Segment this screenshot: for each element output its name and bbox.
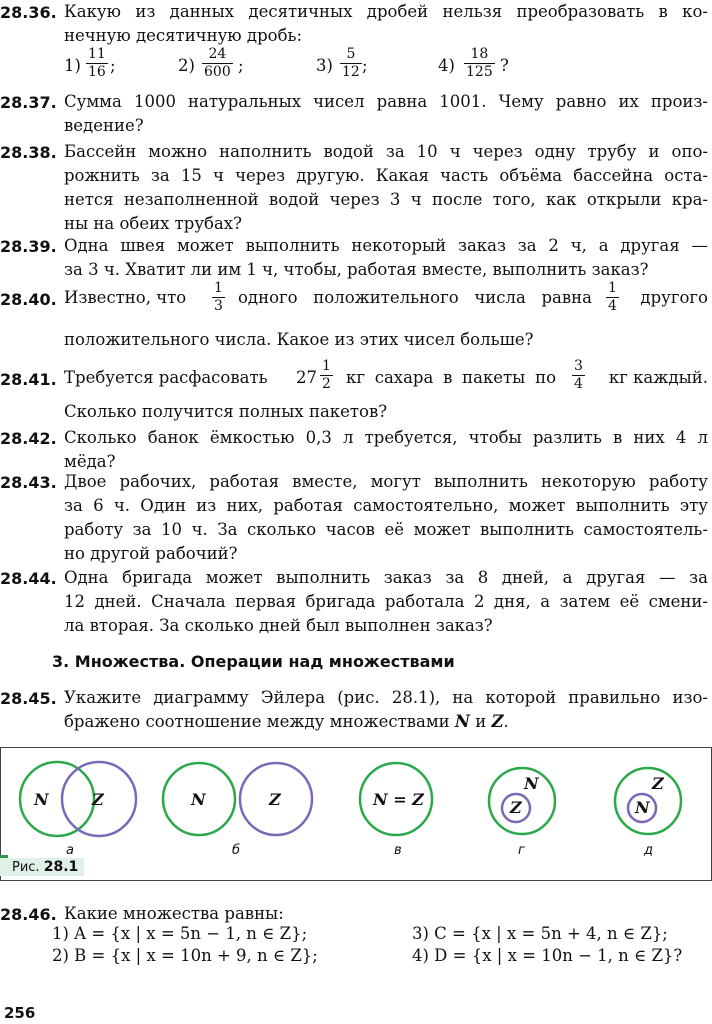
- problem-number: 28.44.: [0, 569, 57, 588]
- set-option: 3) C = {x | x = 5n + 4, n ∈ Z};: [412, 924, 668, 943]
- fraction: $\frac{5}{12}$: [342, 46, 360, 80]
- label-Z: Z: [92, 790, 104, 809]
- problem-text: мёда?: [64, 452, 116, 471]
- set-option: 4) D = {x | x = 10n − 1, n ∈ Z}?: [412, 946, 683, 965]
- label-Z: Z: [510, 798, 522, 817]
- problem-number: 28.36.: [0, 3, 57, 22]
- fraction: $\frac{1}{3}$: [214, 280, 223, 314]
- option-label: 2): [178, 56, 195, 75]
- problem-number: 28.39.: [0, 237, 57, 256]
- option-label: 4): [438, 56, 455, 75]
- circle-N: [20, 762, 94, 836]
- problem-text: ны на обеих трубах?: [64, 214, 242, 233]
- fraction: $\frac{1}{2}$: [322, 358, 331, 392]
- fraction: $\frac{18}{125}$: [466, 46, 493, 80]
- label-Z: Z: [652, 774, 664, 793]
- fraction: $\frac{24}{600}$: [204, 46, 231, 80]
- problem-number: 28.46.: [0, 905, 57, 924]
- problem-text: ла вторая. За сколько дней был выполнен заказ?: [64, 616, 493, 635]
- fraction: $\frac{11}{16}$: [88, 46, 106, 80]
- problem-text: Какие множества равны:: [64, 904, 284, 923]
- problem-text: ведение?: [64, 116, 144, 135]
- problem-text: за 6 ч. Один из них, работая самостоятельно, может выполнить эту: [64, 496, 708, 515]
- problem-text: но другой рабочий?: [64, 544, 238, 563]
- section-title: 3. Множества. Операции над множествами: [52, 652, 455, 671]
- page-number: 256: [4, 1004, 36, 1022]
- problem-text: Сумма 1000 натуральных чисел равна 1001. Чему равно их произ-: [64, 92, 708, 111]
- fraction: $\frac{3}{4}$: [574, 358, 583, 392]
- problem-number: 28.41.: [0, 370, 57, 389]
- problem-text: Двое рабочих, работая вместе, могут выполнить некоторую работу: [64, 472, 708, 491]
- problem-text: бражено соотношение между множествами N и Z.: [64, 712, 509, 731]
- problem-text: Сколько банок ёмкостью 0,3 л требуется, чтобы разлить в них 4 л: [64, 428, 708, 447]
- fraction: $\frac{1}{4}$: [608, 280, 617, 314]
- caption-b: б: [232, 843, 241, 858]
- problem-number: 28.45.: [0, 689, 57, 708]
- caption-g: г: [518, 843, 525, 858]
- label-N-equals-Z: N = Z: [373, 790, 424, 809]
- problem-text: Требуется расфасовать 27 $\frac{1}{2}$ кг сахара в пакеты по $\frac{3}{4}$ кг каждый.: [64, 358, 708, 392]
- problem-number: 28.37.: [0, 93, 57, 112]
- problem-text: Сколько получится полных пакетов?: [64, 402, 388, 421]
- problem-text: Одна бригада может выполнить заказ за 8 дней, а другая — за: [64, 568, 708, 587]
- problem-text: работу за 10 ч. За сколько часов её может выполнить самостоятель-: [64, 520, 708, 539]
- label-N: N: [524, 774, 539, 793]
- option-label: 1): [64, 56, 81, 75]
- problem-text: за 3 ч. Хватит ли им 1 ч, чтобы, работая вместе, выполнить заказ?: [64, 260, 649, 279]
- circle-N: [489, 768, 555, 834]
- problem-text: Одна швея может выполнить некоторый заказ за 2 ч, а другая —: [64, 236, 708, 255]
- problem-text: нется незаполненной водой через 3 ч после того, как открыли кра-: [64, 190, 708, 209]
- label-N: N: [191, 790, 206, 809]
- set-Z: Z: [491, 712, 504, 731]
- caption-v: в: [394, 843, 402, 858]
- problem-number: 28.42.: [0, 429, 57, 448]
- problem-text: положительного числа. Какое из этих чисел больше?: [64, 330, 534, 349]
- problem-text: Известно, что $\frac{1}{3}$ одного положительного числа равна $\frac{1}{4}$ другого: [64, 280, 708, 314]
- problem-text: нечную десятичную дробь:: [64, 26, 303, 45]
- problem-text: рожнить за 15 ч через другую. Какая часть объёма бассейна оста-: [64, 166, 708, 185]
- problem-text: Какую из данных десятичных дробей нельзя преобразовать в ко-: [64, 2, 708, 21]
- figure-label: Рис. 28.1: [0, 858, 84, 876]
- label-N: N: [635, 798, 650, 817]
- problem-text: 12 дней. Сначала первая бригада работала 2 дня, а затем её смени-: [64, 592, 708, 611]
- caption-d: д: [644, 843, 653, 858]
- euler-diagram-figure: [0, 747, 712, 881]
- problem-number: 28.43.: [0, 473, 57, 492]
- label-N: N: [34, 790, 49, 809]
- problem-number: 28.38.: [0, 143, 57, 162]
- option-label: 3): [316, 56, 333, 75]
- problem-text: Укажите диаграмму Эйлера (рис. 28.1), на которой правильно изо-: [64, 688, 708, 707]
- set-option: 2) B = {x | x = 10n + 9, n ∈ Z};: [52, 946, 318, 965]
- problem-text: Бассейн можно наполнить водой за 10 ч через одну трубу и опо-: [64, 142, 708, 161]
- label-Z: Z: [269, 790, 281, 809]
- set-N: N: [454, 712, 470, 731]
- set-option: 1) A = {x | x = 5n − 1, n ∈ Z};: [52, 924, 308, 943]
- caption-a: а: [66, 843, 74, 858]
- euler-diagrams: [0, 747, 712, 881]
- problem-number: 28.40.: [0, 290, 57, 309]
